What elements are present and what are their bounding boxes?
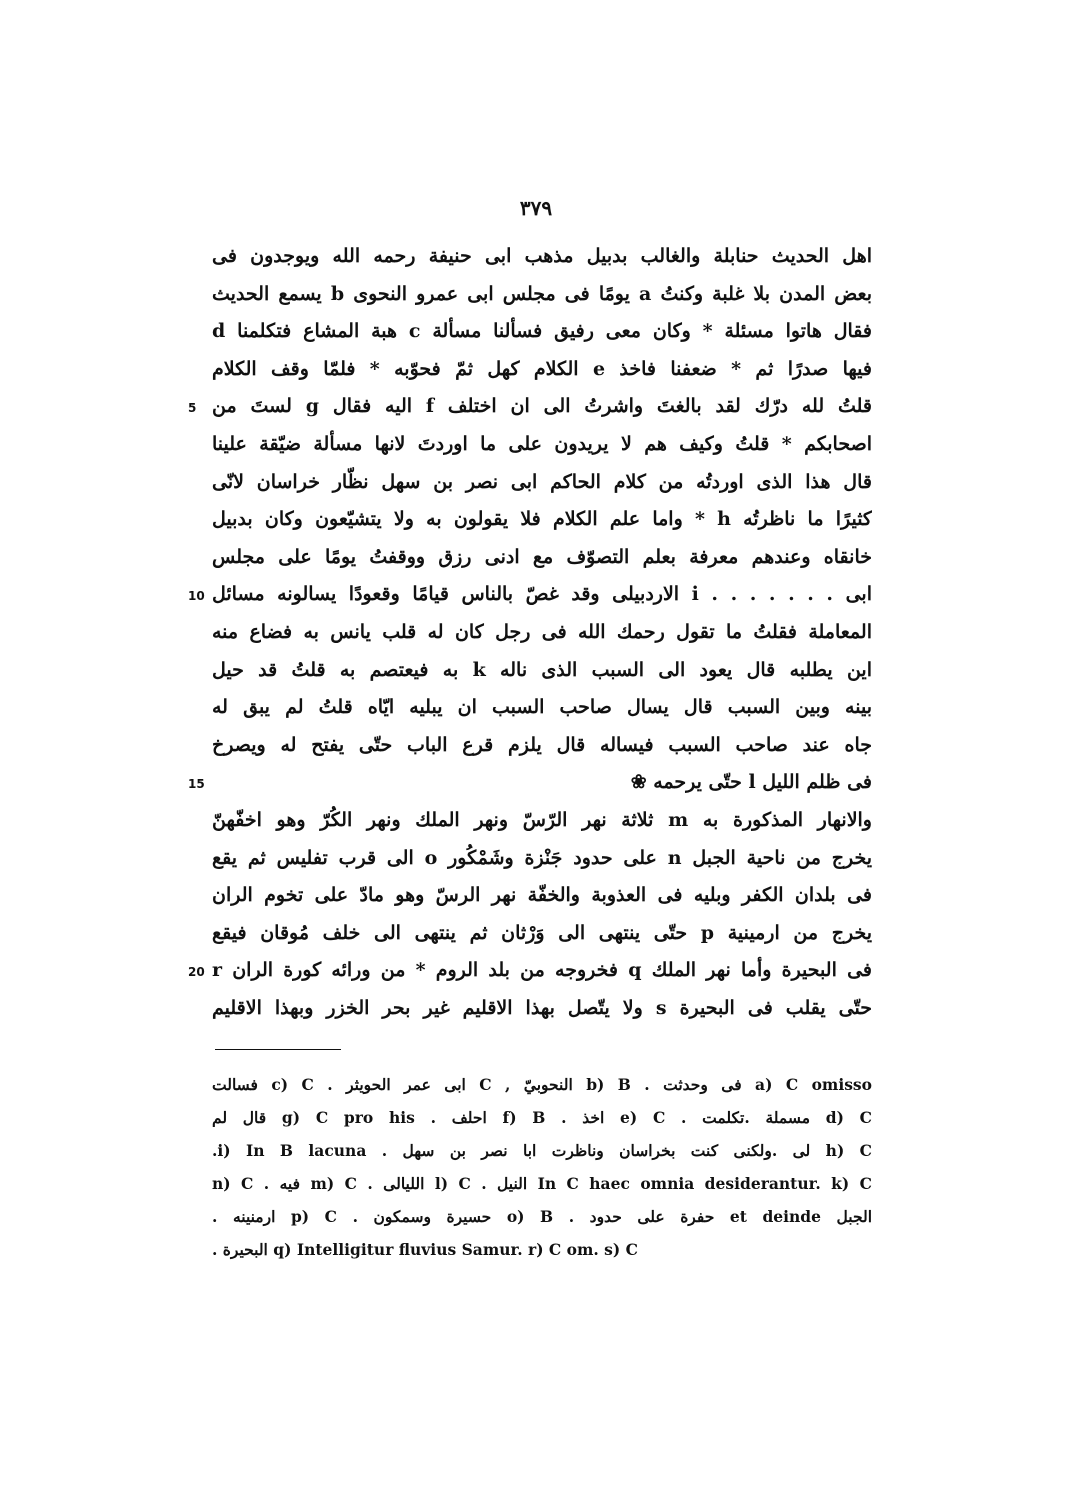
text-line: والانهار المذكورة به m ثلاثة نهر الرّسّ ونهر الملك ونهر الكُرّ وهو اخفّهنّ [212,808,872,831]
line-number: 20 [188,965,205,979]
text-line: فى البحيرة وأما نهر الملك q فخروجه من بلد الروم * من ورائه كورة الران r [212,959,872,982]
page-number: ٣٧٩ [519,196,553,220]
footnote-line: الجبل et deinde حفرة على حدود . o) B حسيرة وسمكون . p) C ارمنينه . [212,1207,872,1226]
text-line: فقال هاتوا مسئلة * وكان معى رفيق فسألنا مسألة c هبة المشاع فتكلمنا d [212,320,872,343]
text-line: حتّى يقلب فى البحيرة s ولا يتّصل بهذا الاقليم غير بحر الخزر وبهذا الاقليم [212,996,872,1019]
footnote-line: d) C مسملة .تكلمت . e) C اخذ . f) B احلف . g) C pro his قال لم [212,1108,872,1127]
text-line: بينه وبين السبب قال يسال صاحب السبب ان يبليه ايّاه قلتُ لم يبق له [212,696,872,719]
text-line: المعاملة فقلتُ ما تقول رحمك الله فى رجل كان له قلب يانس به فضاع منه [212,620,872,643]
text-line: بعض المدن بلا غلبة وكنتُ a يومًا فى مجلس ابى عمرو النحوى b يسمع الحديث [212,282,872,305]
body-text [212,238,872,1027]
footnote-line: In C haec omnia desiderantur. k) C النيل . l) C الليالى . m) C فيه . n) C [212,1174,872,1193]
text-line: قال هذا الذى اوردتُه من كلام الحاكم ابى نصر بن سهل نظّار خراسان لانّى [212,470,872,493]
text-line: خانقاه وعندهم معرفة بعلم التصوّف مع ادنى رزق ووقفتُ يومًا على مجلس [212,545,872,568]
text-line: اين يطلبه قال يعود الى السبب الذى ناله k به فيعتصم به قلتُ قد حيل [212,658,872,681]
text-line: قلتُ لله درّك لقد بالغتَ واشرتُ الى ان اختلف f اليه فقال g لستَ من [212,395,872,418]
text-line: كثيرًا ما ناظرتُه h * واما علم الكلام فلا يقولون به ولا يتشيّعون وكان بدبيل [212,508,872,531]
text-line: اهل الحديث حنابلة والغالب بدبيل مذهب ابى حنيفة رحمه الله ويوجدون فى [212,245,872,267]
line-number: 15 [188,777,205,791]
text-line: جاه عند صاحب السبب فيساله قال يلزم قرع الباب حتّى يفتح له ويصرخ [212,733,872,756]
line-number: 5 [188,401,197,415]
text-line: اصحابكم * قلتُ وكيف هم لا يريدون على ما اوردتَ لانها مسألة ضيّقة علينا [212,432,872,455]
text-line: يخرج من ناحية الجبل n على حدود جَنْزة وشَمْكُور o الى قرب تفليس ثم يقع [212,846,872,869]
text-line: يخرج من ارمينية p حتّى ينتهى الى وَرْثان ثم ينتهى الى خلف مُوقان فيقع [212,921,872,944]
line-number: 10 [188,589,205,603]
footnote-line: q) Intelligitur fluvius Samur. r) C om. s) C البحيرة . [212,1240,638,1259]
footnote-separator [215,1049,341,1050]
text-line: فى بلدان الكفر وبليه فى العذوبة والخفّة نهر الرسّ وهو مادّ على تخوم الران [212,884,872,907]
text-line: فى ظلم الليل l حتّى يرحمه ❀ [630,771,872,794]
footnote-line: a) C omisso فى وحدثت . b) B النحوبيّ , C ابى عمر الحويثر . c) C فسالت [212,1075,872,1094]
footnote-line: h) C لى .ولكنى كنت بخراسان وناظرت ابا نصر بن سهل . i) In B lacuna. [212,1141,872,1160]
text-line: فيها صدرًا ثم * ضعفنا فاخذ e الكلام كهل ثمّ فحوّبه * فلمّا وقف الكلام [212,357,872,380]
text-line: ابى . . . . . . . i الاردبيلى وقد غصّ بالناس قيامًا وقعودًا يسالونه مسائل [212,583,872,606]
footnotes [212,1068,872,1266]
